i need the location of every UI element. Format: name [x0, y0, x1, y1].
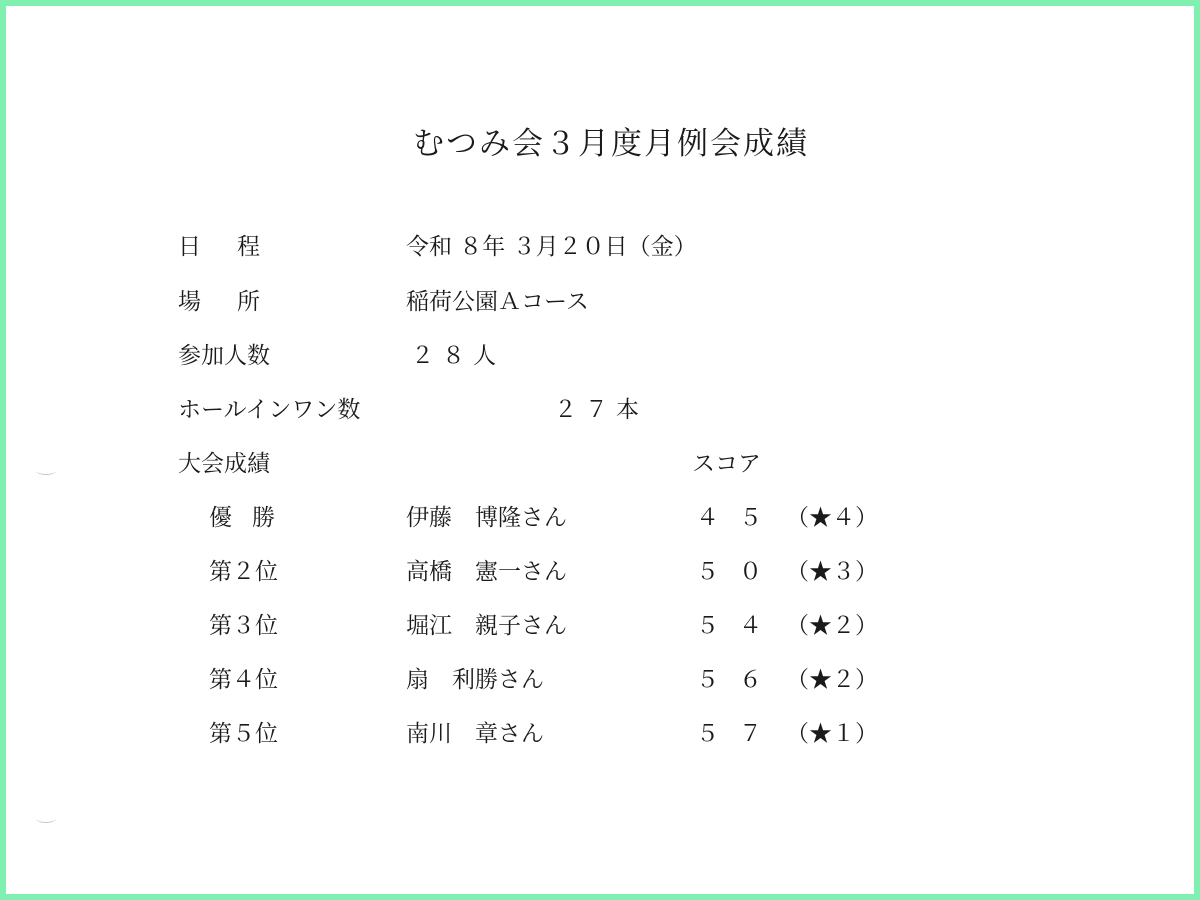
- score-header: スコア: [692, 451, 761, 477]
- player-name: 伊藤 博隆さん: [406, 505, 567, 531]
- punch-hole-mark: [36, 814, 56, 823]
- date-value: 令和 ８年 ３月２０日（金）: [406, 234, 697, 260]
- place-label: 場所: [178, 289, 296, 315]
- participants-label: 参加人数: [178, 343, 270, 369]
- player-name: 南川 章さん: [406, 721, 544, 747]
- place-value: 稲荷公園Ａコース: [406, 289, 589, 315]
- star-count: （★２）: [786, 613, 878, 639]
- star-count: （★４）: [786, 505, 878, 531]
- results-section-label: 大会成績: [178, 451, 270, 477]
- hole-in-one-value: ２７本: [554, 397, 647, 423]
- star-count: （★３）: [786, 559, 878, 585]
- punch-hole-mark: [36, 466, 56, 475]
- rank-label: 第３位: [209, 613, 278, 639]
- date-label: 日程: [178, 234, 296, 260]
- rank-label: 第２位: [209, 559, 278, 585]
- score-value: ５６: [696, 667, 782, 693]
- rank-label: 第４位: [209, 667, 278, 693]
- player-name: 高橋 憲一さん: [406, 559, 567, 585]
- star-count: （★２）: [786, 667, 878, 693]
- star-count: （★１）: [786, 721, 878, 747]
- player-name: 扇 利勝さん: [406, 667, 544, 693]
- score-value: ５０: [696, 559, 782, 585]
- participants-value: ２８人: [411, 343, 504, 369]
- score-value: ４５: [696, 505, 782, 531]
- hole-in-one-label: ホールインワン数: [178, 397, 361, 423]
- rank-label: 第５位: [209, 721, 278, 747]
- player-name: 堀江 親子さん: [406, 613, 567, 639]
- rank-label: 優勝: [209, 505, 295, 531]
- document-title: むつみ会３月度月例会成績: [413, 126, 809, 162]
- score-value: ５４: [696, 613, 782, 639]
- score-value: ５７: [696, 721, 782, 747]
